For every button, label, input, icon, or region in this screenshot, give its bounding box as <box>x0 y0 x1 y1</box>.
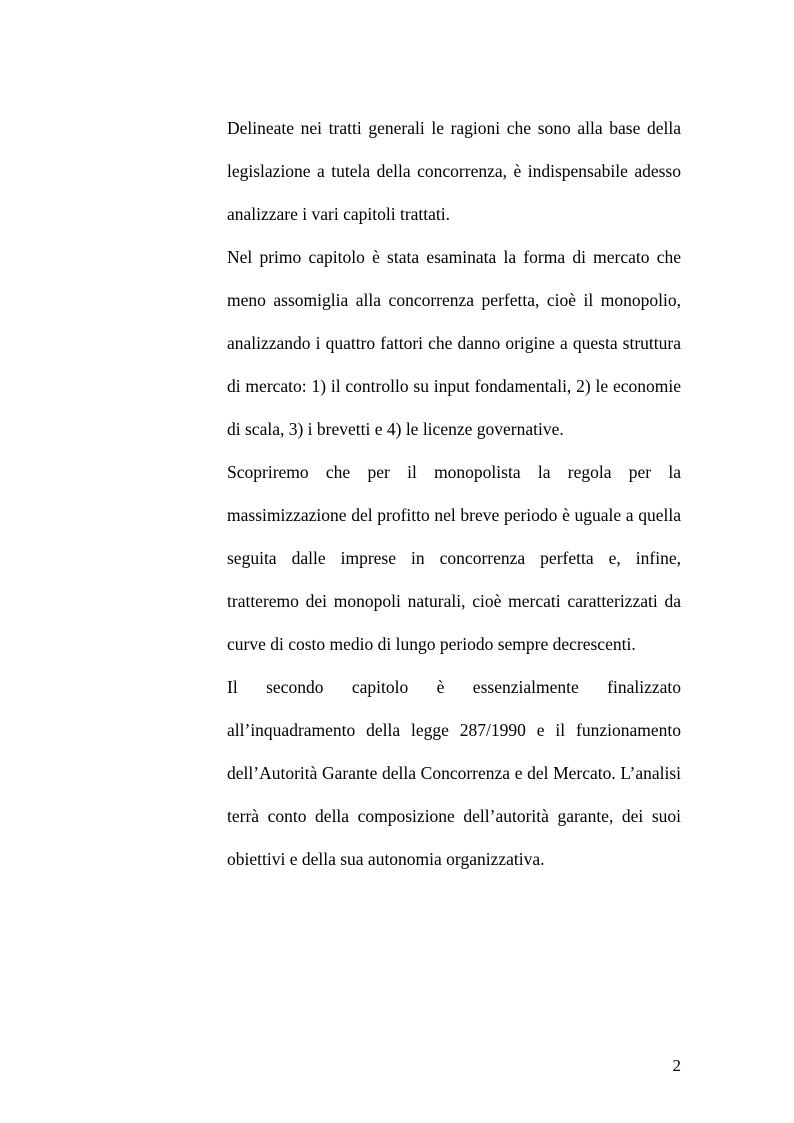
paragraph-intro: Delineate nei tratti generali le ragioni che sono alla base della legislazione a tutela della concorrenza, è indispensabile adesso analizzare i vari capitoli trattati. <box>227 118 681 224</box>
paragraph-chapter-two: Il secondo capitolo è essenzialmente finalizzato all’inquadramento della legge 287/1990 e il funzionamento dell’Autorità Garante della Concorrenza e del Mercato. L’analisi terrà conto della composizione dell’autorità garante, dei suoi obiettivi e della sua autonomia organizzativa. <box>227 677 681 869</box>
paragraph-monopolist: Scopriremo che per il monopolista la regola per la massimizzazione del profitto nel breve periodo è uguale a quella seguita dalle imprese in concorrenza perfetta e, infine, tratteremo dei monopoli naturali, cioè mercati caratterizzati da curve di costo medio di lungo periodo sempre decrescenti. <box>227 462 681 654</box>
body-text <box>227 107 681 881</box>
page-number: 2 <box>672 1056 681 1075</box>
paragraph-chapter-one: Nel primo capitolo è stata esaminata la forma di mercato che meno assomiglia alla concorrenza perfetta, cioè il monopolio, analizzando i quattro fattori che danno origine a questa struttura di mercato: 1) il controllo su input fondamentali, 2) le economie di scala, 3) i brevetti e 4) le licenze governative. <box>227 247 681 439</box>
